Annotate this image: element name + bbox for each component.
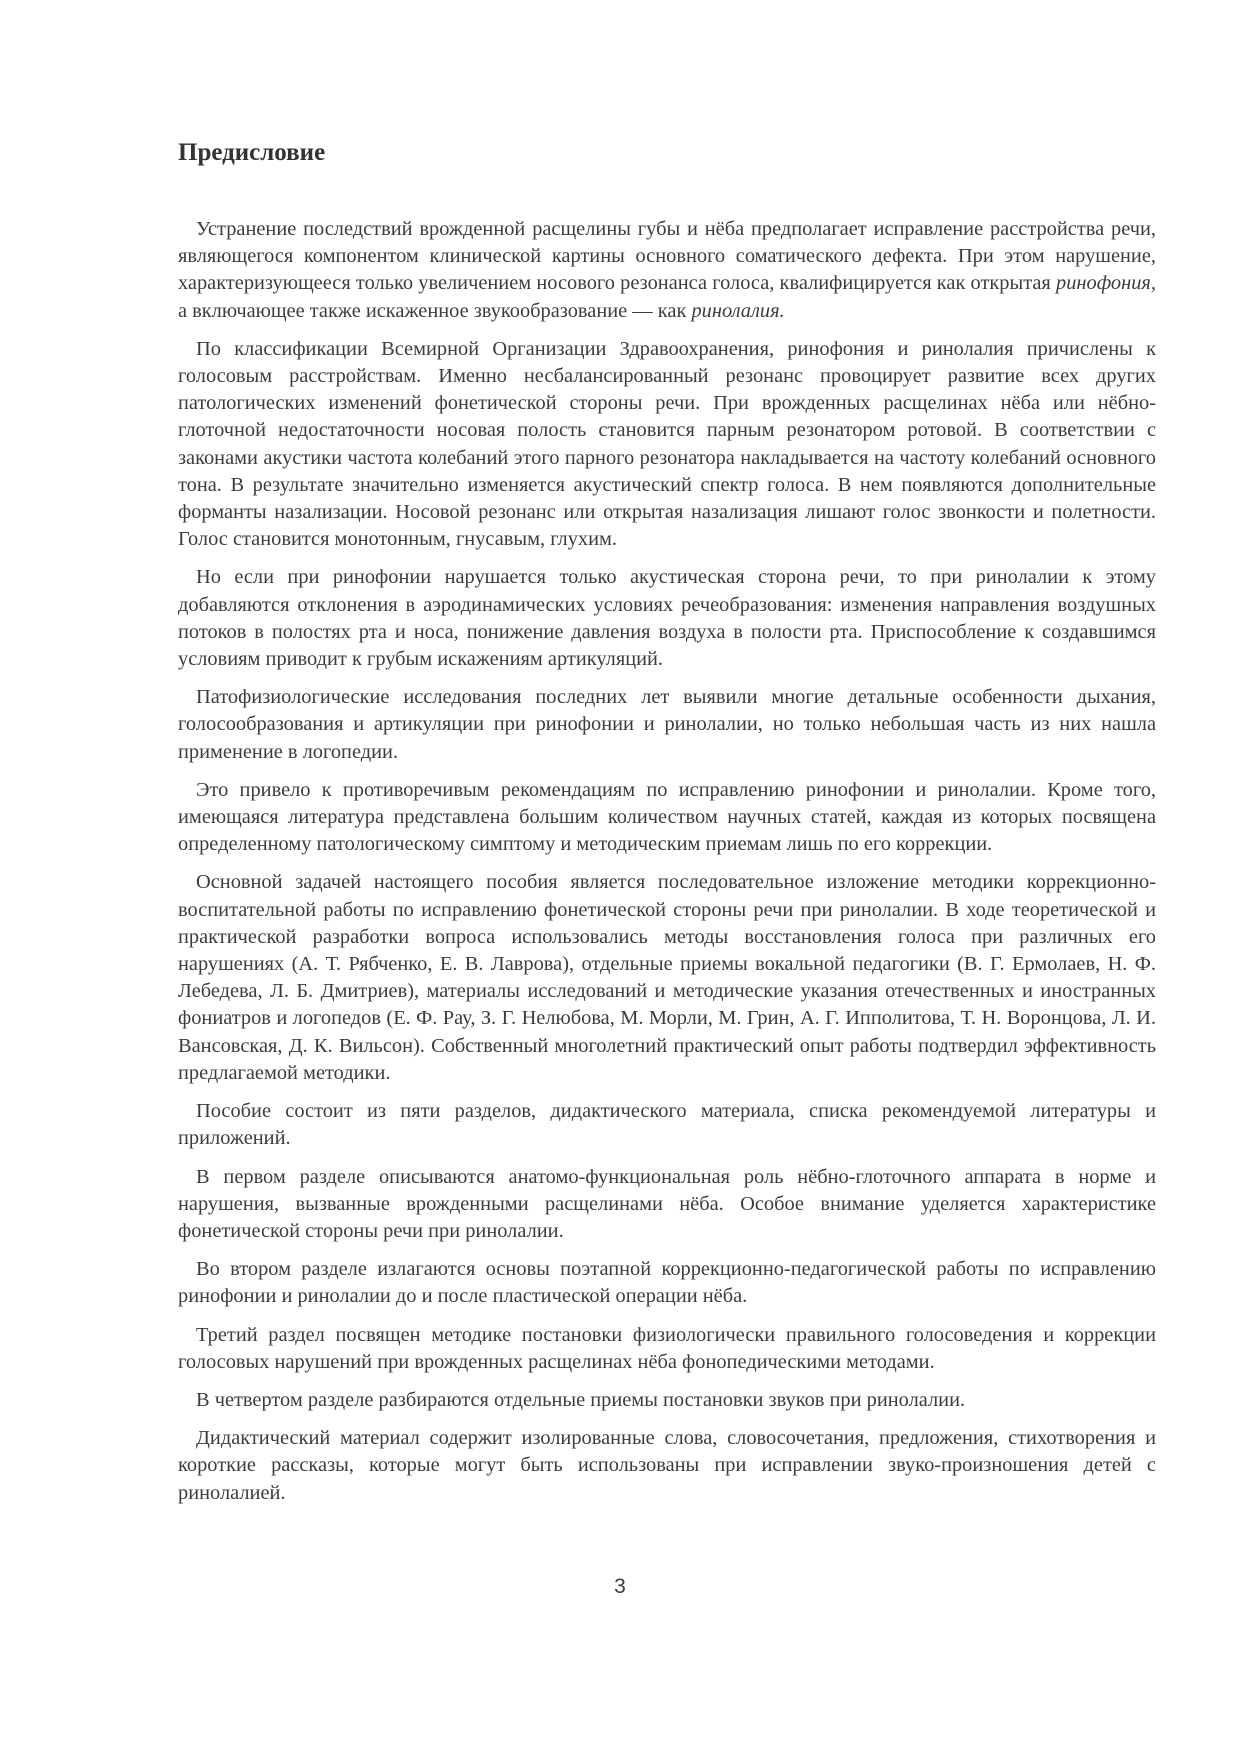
paragraph-2: По классификации Всемирной Организации Здравоохранения, ринофония и ринолалия причислены к голосовым расстройствам. Именно несбалансированный резонанс провоцирует развитие всех других патологических изменений фонетической стороны речи. При врожденных расщелинах нёба или нёбно-глоточной недостаточности носовая полость становится парным резонатором ротовой. В соответствии с законами акустики частота колебаний этого парного резонатора накладывается на частоту колебаний основного тона. В результате значительно изменяется акустический спектр голоса. В нем появляются дополнительные форманты назализации. Носовой резонанс или открытая назализация лишают голос звонкости и полетности. Голос становится монотонным, гнусавым, глухим.	[178, 337, 1156, 551]
term-rinolalia: ринолалия.	[691, 299, 785, 322]
paragraph-7: Пособие состоит из пяти разделов, дидактического материала, списка рекомендуемой литературы и приложений.	[178, 1100, 1156, 1150]
paragraph-1	[178, 216, 1156, 325]
term-rinofonia: ринофония,	[1056, 272, 1156, 295]
paragraph-9: Во втором разделе излагаются основы поэтапной коррекционно-педагогической работы по исправлению ринофонии и ринолалии до и после пластической операции нёба.	[178, 1258, 1156, 1308]
paragraph-11: В четвертом разделе разбираются отдельные приемы постановки звуков при ринолалии.	[196, 1388, 966, 1411]
paragraph-6: Основной задачей настоящего пособия является последовательное изложение методики коррекционно-воспитательной работы по исправлению фонетической стороны речи при ринолалии. В ходе теоретической и практической разработки вопроса использовались методы восстановления голоса при различных его нарушениях (А. Т. Рябченко, Е. В. Лаврова), отдельные приемы вокальной педагогики (В. Г. Ермолаев, Н. Ф. Лебедева, Л. Б. Дмитриев), материалы исследований и методические указания отечественных и иностранных фониатров и логопедов (Е. Ф. Рау, З. Г. Нелюбова, М. Морли, М. Грин, А. Г. Ипполитова, Т. Н. Воронцова, Л. И. Вансовская, Д. К. Вильсон). Собственный многолетний практический опыт работы подтвердил эффективность предлагаемой методики.	[178, 871, 1156, 1084]
paragraph-3: Но если при ринофонии нарушается только акустическая сторона речи, то при ринолалии к этому добавляются отклонения в аэродинамических условиях речеобразования: изменения направления воздушных потоков в полостях рта и носа, понижение давления воздуха в полости рта. Приспособление к создавшимся условиям приводит к грубым искажениям артикуляций.	[178, 566, 1156, 671]
page-heading: Предисловие	[178, 139, 326, 166]
page-number: 3	[614, 1575, 626, 1598]
paragraph-12: Дидактический материал содержит изолированные слова, словосочетания, предложения, стихотворения и короткие рассказы, которые могут быть использованы при исправлении звуко-произношения детей с ринолалией.	[178, 1427, 1156, 1504]
paragraph-1-text-a: Устранение последствий врожденной расщелины губы и нёба предполагает исправление расстройства речи, являющегося компонентом клинической картины основного соматического дефекта. При этом нарушение, характеризующееся только увеличением носового резонанса голоса, квалифицируется как открытая	[178, 218, 1156, 295]
paragraph-10: Третий раздел посвящен методике постановки физиологически правильного голосоведения и коррекции голосовых нарушений при врожденных расщелинах нёба фонопедическими методами.	[178, 1323, 1156, 1373]
paragraph-5: Это привело к противоречивым рекомендациям по исправлению ринофонии и ринолалии. Кроме того, имеющаяся литература представлена большим количеством научных статей, каждая из которых посвящена определенному патологическому симптому и методическим приемам лишь по его коррекции.	[178, 778, 1156, 856]
paragraph-8: В первом разделе описываются анатомо-функциональная роль нёбно-глоточного аппарата в норме и нарушения, вызванные врожденными расщелинами нёба. Особое внимание уделяется характеристике фонетической стороны речи при ринолалии.	[178, 1165, 1156, 1242]
paragraph-4: Патофизиологические исследования последних лет выявили многие детальные особенности дыхания, голосообразования и артикуляции при ринофонии и ринолалии, но только небольшая часть из них нашла применение в логопедии.	[178, 686, 1156, 763]
page-content	[178, 138, 1156, 1518]
paragraph-1-text-c: а включающее также искаженное звукообразование — как	[178, 299, 692, 322]
